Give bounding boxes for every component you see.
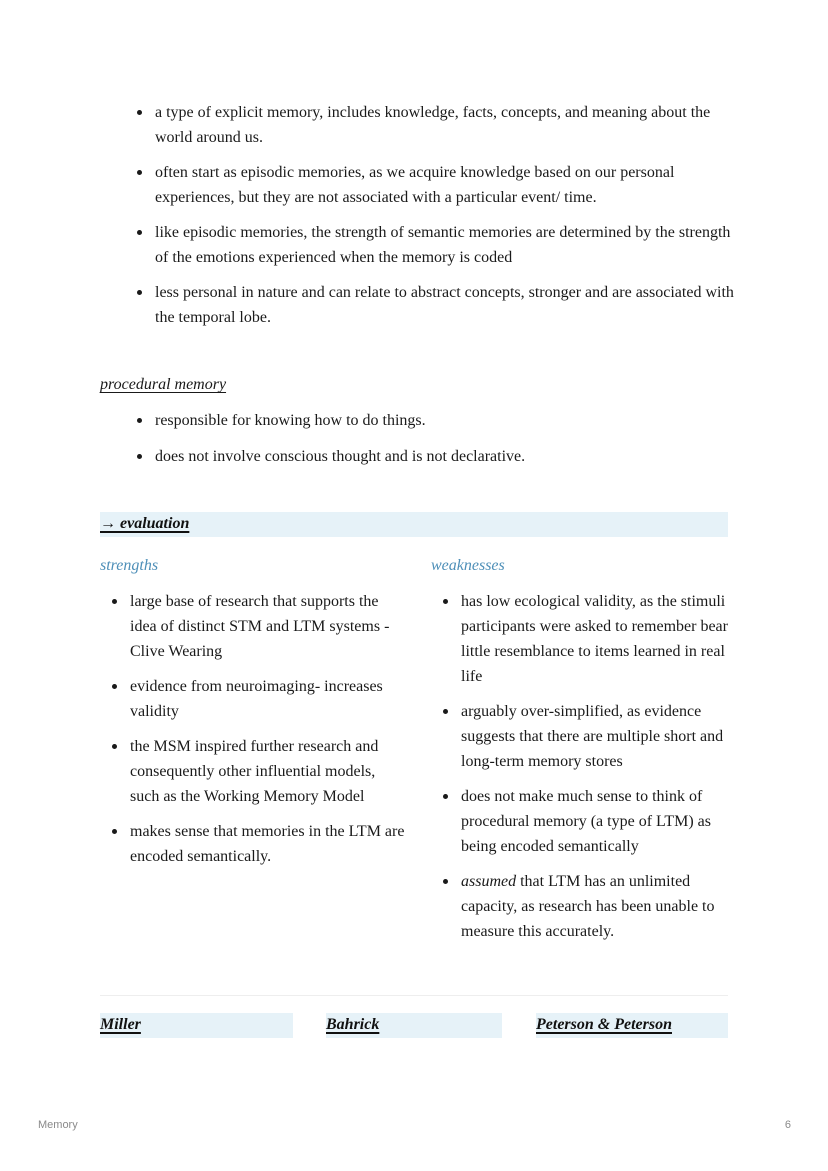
footer-title: Memory <box>38 1119 78 1131</box>
list-item: large base of research that supports the idea of distinct STM and LTM systems - Clive Wearing <box>130 589 405 664</box>
study-band-peterson <box>536 1013 728 1038</box>
semantic-memory-list <box>155 100 735 340</box>
strengths-heading: strengths <box>100 557 159 574</box>
list-item: often start as episodic memories, as we acquire knowledge based on our personal experiences, but they are not associated with a particular event/ time. <box>155 160 735 210</box>
study-band-bahrick <box>326 1013 502 1038</box>
bullet-icon <box>112 599 117 604</box>
list-item: evidence from neuroimaging- increases validity <box>130 674 405 724</box>
list-item: has low ecological validity, as the stimuli participants were asked to remember bear little resemblance to items learned in real life <box>461 589 733 689</box>
emphasis-text: assumed <box>461 873 517 890</box>
list-item: the MSM inspired further research and consequently other influential models, such as the Working Memory Model <box>130 734 405 809</box>
list-item: like episodic memories, the strength of semantic memories are determined by the strength of the emotions experienced when the memory is coded <box>155 220 735 270</box>
list-item: makes sense that memories in the LTM are encoded semantically. <box>130 819 405 869</box>
list-item: responsible for knowing how to do things. <box>155 408 735 433</box>
bullet-icon <box>443 709 448 714</box>
page-number: 6 <box>784 1119 791 1131</box>
bullet-icon <box>137 418 142 423</box>
section-divider <box>100 995 728 996</box>
evaluation-heading: → evaluation <box>100 515 190 532</box>
bullet-icon <box>443 794 448 799</box>
bullet-icon <box>137 170 142 175</box>
list-item: a type of explicit memory, includes knowledge, facts, concepts, and meaning about the world around us. <box>155 100 735 150</box>
list-item: less personal in nature and can relate to abstract concepts, stronger and are associated with the temporal lobe. <box>155 280 735 330</box>
bullet-icon <box>137 230 142 235</box>
list-item: assumed that LTM has an unlimited capacity, as research has been unable to measure this accurately. <box>461 869 733 944</box>
bullet-icon <box>112 684 117 689</box>
bullet-icon <box>443 879 448 884</box>
bullet-icon <box>137 454 142 459</box>
bullet-icon <box>137 290 142 295</box>
weaknesses-list <box>461 589 733 954</box>
weaknesses-heading: weaknesses <box>431 557 505 574</box>
strengths-list <box>130 589 405 879</box>
study-heading-peterson: Peterson & Peterson <box>536 1016 672 1033</box>
bullet-icon <box>112 829 117 834</box>
evaluation-heading-band <box>100 512 728 537</box>
study-heading-bahrick: Bahrick <box>326 1016 380 1033</box>
list-item: does not make much sense to think of procedural memory (a type of LTM) as being encoded semantically <box>461 784 733 859</box>
bullet-icon <box>112 744 117 749</box>
bullet-icon <box>443 599 448 604</box>
list-item: arguably over-simplified, as evidence suggests that there are multiple short and long-term memory stores <box>461 699 733 774</box>
procedural-memory-list <box>155 408 735 480</box>
study-band-miller <box>100 1013 293 1038</box>
procedural-memory-heading: procedural memory <box>100 376 227 393</box>
bullet-icon <box>137 110 142 115</box>
study-heading-miller: Miller <box>100 1016 141 1033</box>
list-item: does not involve conscious thought and is not declarative. <box>155 444 735 469</box>
